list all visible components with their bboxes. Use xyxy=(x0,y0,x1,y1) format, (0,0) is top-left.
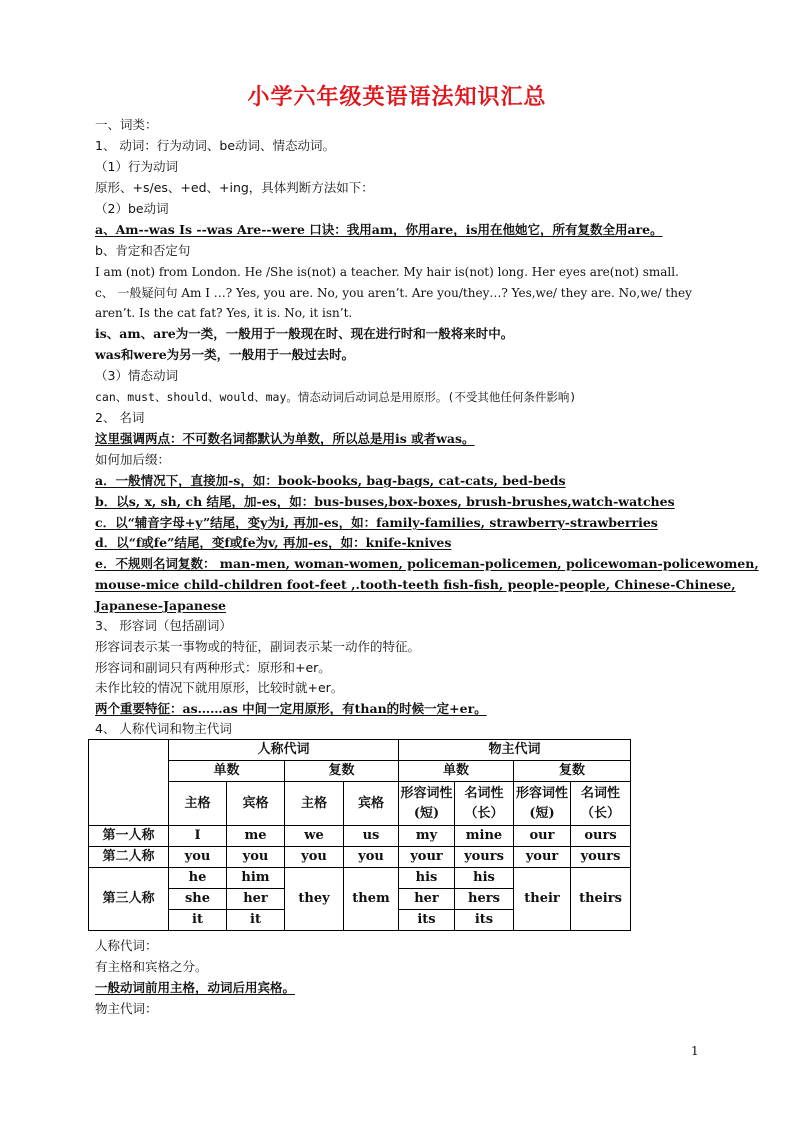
table-cell: her xyxy=(399,889,455,910)
table-cell: it xyxy=(227,910,285,931)
table-cell: you xyxy=(227,847,285,868)
table-cell: your xyxy=(514,847,571,868)
row-label-third-person: 第三人称 xyxy=(89,868,169,931)
subsection-heading-verbs: 1、 动词：行为动词、be动词、情态动词。 xyxy=(95,138,336,153)
rule-line: a、Am--was Is --was Are--were 口诀：我用am，你用are，is用在他她它，所有复数全用are。 xyxy=(95,222,663,237)
table-row xyxy=(89,868,631,889)
table-row xyxy=(89,826,631,847)
rule-line: 一般动词前用主格，动词后用宾格。 xyxy=(95,980,296,995)
table-cell: you xyxy=(285,847,344,868)
table-header-cell: 宾格 xyxy=(344,782,399,826)
table-cell: yours xyxy=(571,847,631,868)
subsection-heading-nouns: 2、 名词 xyxy=(95,410,145,425)
table-header-cell: 名词性（长） xyxy=(455,782,514,826)
item-heading-modal-verbs: （3）情态动词 xyxy=(95,368,178,383)
rule-line: d．以“f或fe”结尾，变f或fe为v, 再加-es，如：knife-knives xyxy=(95,535,452,550)
table-cell: ours xyxy=(571,826,631,847)
pronoun-table xyxy=(88,739,631,931)
table-cell: mine xyxy=(455,826,514,847)
text-line: 形容词和副词只有两种形式：原形和+er。 xyxy=(95,660,331,675)
rule-line: 两个重要特征：as……as 中间一定用原形，有than的时候一定+er。 xyxy=(95,701,487,716)
table-cell: she xyxy=(169,889,227,910)
table-cell: your xyxy=(399,847,455,868)
table-header-cell: 复数 xyxy=(285,761,399,782)
table-row xyxy=(89,847,631,868)
table-header-cell: 形容词性(短) xyxy=(514,782,571,826)
section-heading-word-classes: 一、词类： xyxy=(95,117,158,132)
rule-line: a．一般情况下，直接加-s，如：book-books, bag-bags, cat-cats, bed-beds xyxy=(95,473,566,488)
rule-line: b．以s, x, sh, ch 结尾，加-es，如：bus-buses,box-boxes, brush-brushes,watch-watches xyxy=(95,494,675,509)
document-title: 小学六年级英语语法知识汇总 xyxy=(247,84,547,110)
table-cell: their xyxy=(514,868,571,931)
table-header-cell: 宾格 xyxy=(227,782,285,826)
table-header-cell: 单数 xyxy=(399,761,514,782)
text-line: 有主格和宾格之分。 xyxy=(95,959,208,974)
table-cell: them xyxy=(344,868,399,931)
table-header-cell: 名词性（长） xyxy=(571,782,631,826)
table-corner-cell xyxy=(89,740,169,826)
rule-line: e．不规则名词复数： man-men, woman-women, policeman-policemen, policewoman-policewomen, xyxy=(95,556,759,571)
text-line: 形容词表示某一事物或的特征，副词表示某一动作的特征。 xyxy=(95,639,421,654)
item-heading-be-verbs: （2）be动词 xyxy=(95,201,169,216)
table-cell: we xyxy=(285,826,344,847)
row-label-first-person: 第一人称 xyxy=(89,826,169,847)
table-cell: me xyxy=(227,826,285,847)
text-line: 未作比较的情况下就用原形，比较时就+er。 xyxy=(95,680,344,695)
text-line: b、肯定和否定句 xyxy=(95,243,191,258)
table-cell: him xyxy=(227,868,285,889)
page-number: 1 xyxy=(691,1044,699,1058)
table-cell: it xyxy=(169,910,227,931)
table-header-cell: 形容词性(短) xyxy=(399,782,455,826)
table-cell: his xyxy=(455,868,514,889)
table-cell: they xyxy=(285,868,344,931)
table-cell: yours xyxy=(455,847,514,868)
table-cell: my xyxy=(399,826,455,847)
table-cell: I xyxy=(169,826,227,847)
table-cell: his xyxy=(399,868,455,889)
text-line: 人称代词： xyxy=(95,938,158,953)
table-header-cell: 主格 xyxy=(285,782,344,826)
table-cell: theirs xyxy=(571,868,631,931)
rule-line: mouse-mice child-children foot-feet ,.tooth-teeth fish-fish, people-people, Chinese-Chinese, xyxy=(95,577,736,592)
table-cell: he xyxy=(169,868,227,889)
table-header-cell: 人称代词 xyxy=(169,740,399,761)
table-cell: you xyxy=(344,847,399,868)
text-line: can、must、should、would、may。情态动词后动词总是用原形。(不受其他任何条件影响) xyxy=(95,390,577,404)
table-cell: its xyxy=(455,910,514,931)
table-cell: you xyxy=(169,847,227,868)
rule-line: 这里强调两点：不可数名词都默认为单数，所以总是用is 或者was。 xyxy=(95,431,475,446)
table-cell: hers xyxy=(455,889,514,910)
example-line: I am (not) from London. He /She is(not) a teacher. My hair is(not) long. Her eyes are(not) small. xyxy=(95,265,679,279)
row-label-second-person: 第二人称 xyxy=(89,847,169,868)
table-header-cell: 主格 xyxy=(169,782,227,826)
subsection-heading-pronouns: 4、 人称代词和物主代词 xyxy=(95,721,232,736)
table-header-cell: 物主代词 xyxy=(399,740,631,761)
text-line: 如何加后缀： xyxy=(95,452,171,467)
example-line: aren’t. Is the cat fat? Yes, it is. No, it isn’t. xyxy=(95,306,353,320)
item-heading-action-verbs: （1）行为动词 xyxy=(95,159,178,174)
text-line: 物主代词： xyxy=(95,1001,158,1016)
table-cell: us xyxy=(344,826,399,847)
rule-line: c．以“辅音字母+y”结尾，变y为i, 再加-es，如：family-families, strawberry-strawberries xyxy=(95,515,658,530)
subsection-heading-adjectives: 3、 形容词（包括副词） xyxy=(95,618,232,633)
table-header-cell: 复数 xyxy=(514,761,631,782)
text-line: 原形、+s/es、+ed、+ing，具体判断方法如下： xyxy=(95,180,374,195)
table-cell: its xyxy=(399,910,455,931)
table-cell: her xyxy=(227,889,285,910)
table-cell: our xyxy=(514,826,571,847)
rule-line: Japanese-Japanese xyxy=(95,598,226,613)
example-line: c、 一般疑问句 Am I …? Yes, you are. No, you aren’t. Are you/they…? Yes,we/ they are. No,we/ they xyxy=(95,286,692,300)
rule-line: is、am、are为一类，一般用于一般现在时、现在进行时和一般将来时中。 xyxy=(95,326,514,341)
rule-line: was和were为另一类，一般用于一般过去时。 xyxy=(95,347,355,362)
table-header-cell: 单数 xyxy=(169,761,285,782)
